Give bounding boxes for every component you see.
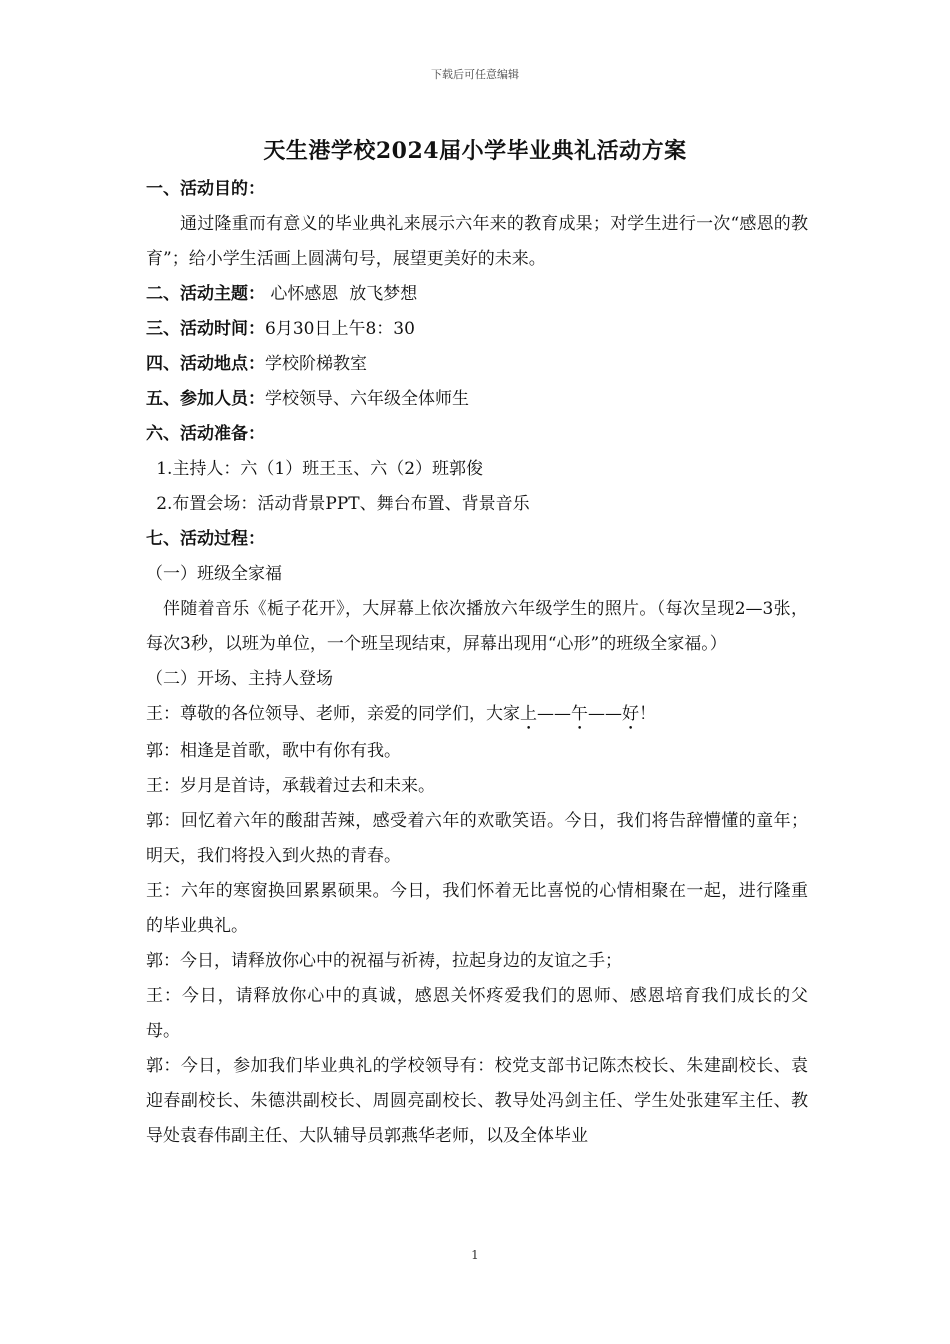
sub2-heading: （二）开场、主持人登场 (146, 669, 333, 689)
header-note: 下载后可任意编辑 (431, 68, 519, 81)
place-heading: 四、活动地点： (146, 354, 265, 374)
time-line (146, 312, 808, 347)
prep-item-venue: 2.布置会场：活动背景PPT、舞台布置、背景音乐 (156, 494, 530, 514)
theme-heading: 二、活动主题： (146, 284, 265, 304)
theme-line (146, 277, 808, 312)
time-heading: 三、活动时间： (146, 319, 265, 339)
place-value: 学校阶梯教室 (265, 354, 367, 374)
dialogue-line-3: 王：岁月是首诗，承载着过去和未来。 (146, 776, 435, 796)
dialogue-line-5: 王：六年的寒窗换回累累硕果。今日，我们怀着无比喜悦的心情相聚在一起，进行隆重的毕业典礼。 (146, 881, 808, 936)
dialogue-1-post: ！ (639, 704, 656, 724)
dialogue-1-emphasis: 上——午——好 (520, 704, 639, 724)
participants-line (146, 382, 808, 417)
prep-item-hosts: 1.主持人：六（1）班王玉、六（2）班郭俊 (156, 459, 484, 479)
dialogue-line-1 (146, 697, 808, 734)
sub1-paragraph: 伴随着音乐《栀子花开》，大屏幕上依次播放六年级学生的照片。（每次呈现2—3张，每次3秒，以班为单位，一个班呈现结束，屏幕出现用“心形”的班级全家福。） (146, 599, 808, 654)
purpose-paragraph: 通过隆重而有意义的毕业典礼来展示六年来的教育成果；对学生进行一次“感恩的教育”；给小学生活画上圆满句号，展望更美好的未来。 (146, 214, 808, 269)
sub1-heading: （一）班级全家福 (146, 564, 282, 584)
participants-heading: 五、参加人员： (146, 389, 265, 409)
document-body (146, 172, 808, 1154)
purpose-heading: 一、活动目的： (146, 179, 265, 199)
dialogue-line-2: 郭：相逢是首歌，歌中有你有我。 (146, 741, 401, 761)
dialogue-line-6: 郭：今日，请释放你心中的祝福与祈祷，拉起身边的友谊之手； (146, 951, 622, 971)
process-heading: 七、活动过程： (146, 529, 265, 549)
dialogue-1-pre: 王：尊敬的各位领导、老师，亲爱的同学们，大家 (146, 704, 520, 724)
time-value: 6月30日上午8：30 (265, 319, 415, 339)
place-line (146, 347, 808, 382)
document-title: 天生港学校2024届小学毕业典礼活动方案 (263, 138, 687, 164)
dialogue-line-4: 郭：回忆着六年的酸甜苦辣，感受着六年的欢歌笑语。今日，我们将告辞懵懂的童年；明天，我们将投入到火热的青春。 (146, 811, 808, 866)
page-number: 1 (471, 1248, 479, 1262)
prep-heading: 六、活动准备： (146, 424, 265, 444)
theme-value: 心怀感恩 放飞梦想 (265, 284, 418, 304)
participants-value: 学校领导、六年级全体师生 (265, 389, 469, 409)
dialogue-line-7: 王：今日，请释放你心中的真诚，感恩关怀疼爱我们的恩师、感恩培育我们成长的父母。 (146, 986, 808, 1041)
dialogue-line-8: 郭：今日，参加我们毕业典礼的学校领导有：校党支部书记陈杰校长、朱建副校长、袁迎春副校长、朱德洪副校长、周圆亮副校长、教导处冯剑主任、学生处张建军主任、教导处袁春伟副主任、大队辅导员郭燕华老师，以及全体毕业 (146, 1056, 808, 1146)
